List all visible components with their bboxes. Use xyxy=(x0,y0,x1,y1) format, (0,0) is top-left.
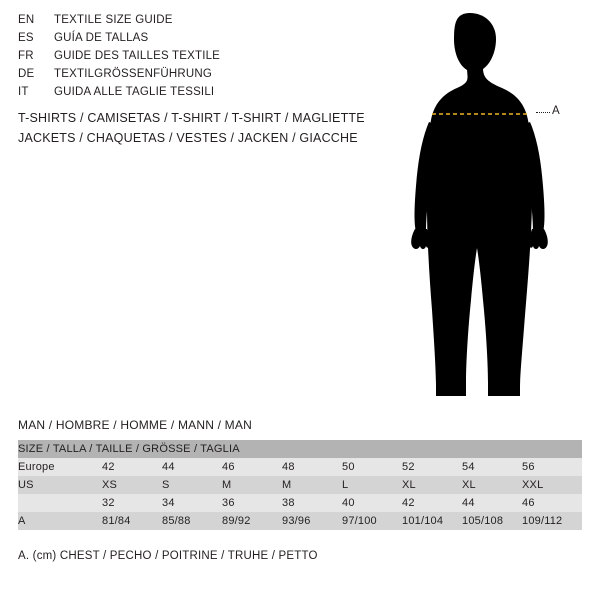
table-row xyxy=(18,458,582,476)
cell: 42 xyxy=(402,494,462,512)
cell: 97/100 xyxy=(342,512,402,530)
cell: 44 xyxy=(162,458,222,476)
table-title: MAN / HOMBRE / HOMME / MANN / MAN xyxy=(18,418,252,432)
legend-text: TEXTILE SIZE GUIDE xyxy=(54,14,173,26)
legend-code: IT xyxy=(18,86,29,98)
measure-label-a: A xyxy=(552,105,560,117)
silhouette-svg xyxy=(410,10,585,405)
cell: 56 xyxy=(522,458,582,476)
cell: 85/88 xyxy=(162,512,222,530)
legend-text: GUIDE DES TAILLES TEXTILE xyxy=(54,50,221,62)
legend-text: TEXTILGRÖSSENFÜHRUNG xyxy=(54,68,212,80)
legend-code: ES xyxy=(18,32,34,44)
legend-code: EN xyxy=(18,14,35,26)
body-silhouette xyxy=(410,10,585,405)
legend-row xyxy=(18,14,388,32)
legend-row xyxy=(18,32,388,50)
cell: 36 xyxy=(222,494,282,512)
legend-row xyxy=(18,86,388,104)
legend-row xyxy=(18,50,388,68)
cell: L xyxy=(342,476,402,494)
cell: 44 xyxy=(462,494,522,512)
legend-text: GUÍA DE TALLAS xyxy=(54,32,149,44)
cell: 38 xyxy=(282,494,342,512)
size-table xyxy=(18,440,582,530)
cell: 48 xyxy=(282,458,342,476)
cell: 105/108 xyxy=(462,512,522,530)
legend-row xyxy=(18,68,388,86)
cell: 101/104 xyxy=(402,512,462,530)
legend-code: FR xyxy=(18,50,34,62)
measure-leader-line xyxy=(536,112,550,113)
table-row xyxy=(18,512,582,530)
table-row xyxy=(18,476,582,494)
category-tshirts: T-SHIRTS / CAMISETAS / T-SHIRT / T-SHIRT / MAGLIETTE xyxy=(18,111,365,125)
category-jackets: JACKETS / CHAQUETAS / VESTES / JACKEN / GIACCHE xyxy=(18,131,358,145)
cell: M xyxy=(282,476,342,494)
row-label: US xyxy=(18,476,102,494)
table-row xyxy=(18,494,582,512)
row-label: A xyxy=(18,512,102,530)
language-legend xyxy=(18,14,388,104)
cell: 54 xyxy=(462,458,522,476)
cell: 40 xyxy=(342,494,402,512)
row-label xyxy=(18,494,102,512)
cell: 46 xyxy=(222,458,282,476)
table-header-row xyxy=(18,440,582,458)
measurement-note: A. (cm) CHEST / PECHO / POITRINE / TRUHE / PETTO xyxy=(18,550,318,562)
cell: S xyxy=(162,476,222,494)
cell: 89/92 xyxy=(222,512,282,530)
cell: XL xyxy=(462,476,522,494)
cell: XS xyxy=(102,476,162,494)
cell: M xyxy=(222,476,282,494)
table-header-label: SIZE / TALLA / TAILLE / GRÖSSE / TAGLIA xyxy=(18,440,582,458)
legend-code: DE xyxy=(18,68,35,80)
cell: 93/96 xyxy=(282,512,342,530)
row-label: Europe xyxy=(18,458,102,476)
legend-text: GUIDA ALLE TAGLIE TESSILI xyxy=(54,86,215,98)
cell: 52 xyxy=(402,458,462,476)
cell: 50 xyxy=(342,458,402,476)
cell: 32 xyxy=(102,494,162,512)
cell: 109/112 xyxy=(522,512,582,530)
cell: 81/84 xyxy=(102,512,162,530)
cell: 42 xyxy=(102,458,162,476)
cell: 34 xyxy=(162,494,222,512)
cell: 46 xyxy=(522,494,582,512)
cell: XL xyxy=(402,476,462,494)
cell: XXL xyxy=(522,476,582,494)
